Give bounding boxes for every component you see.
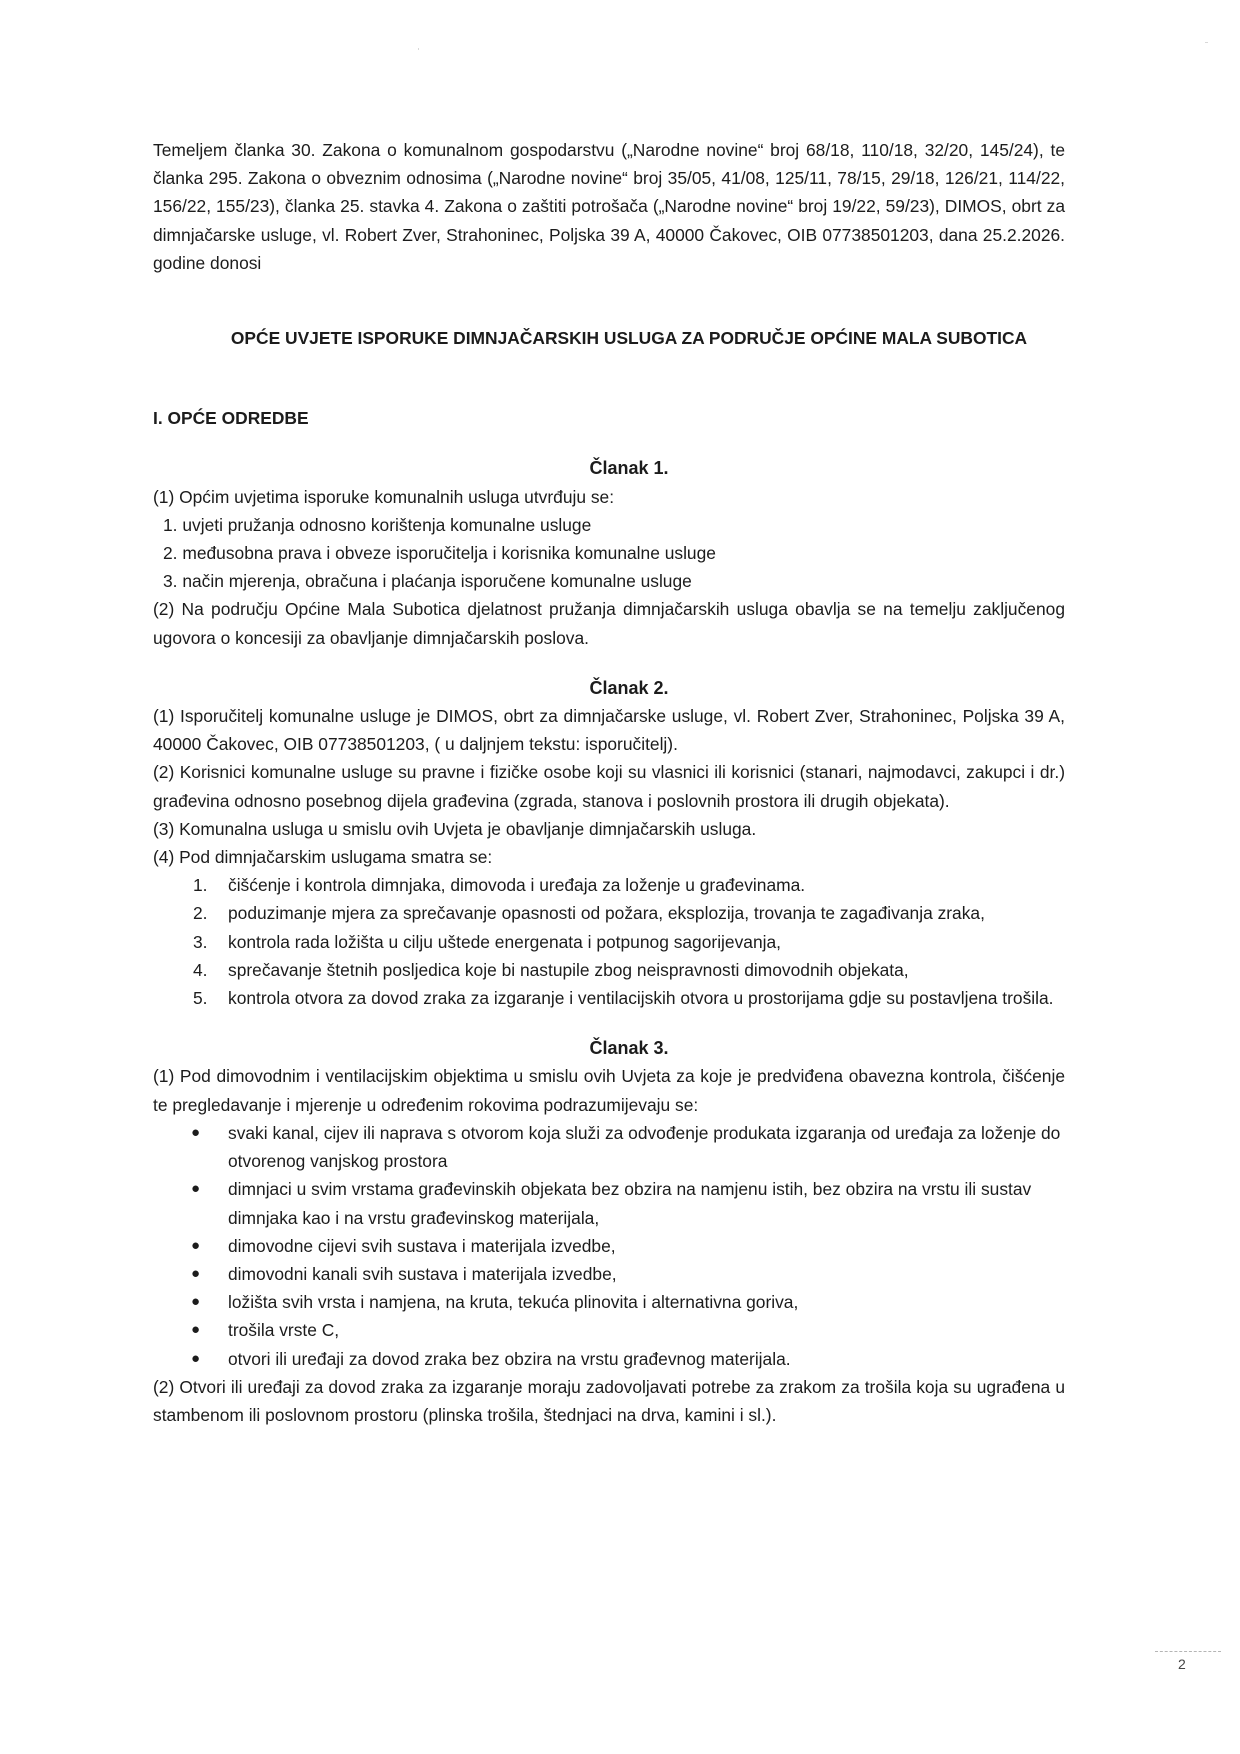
bullet-icon: ● — [191, 1123, 201, 1141]
section-heading: I. OPĆE ODREDBE — [153, 408, 309, 429]
bullet-icon: ● — [191, 1321, 201, 1339]
list-text: otvori ili uređaji za dovod zraka bez obzira na vrstu građevnog materijala. — [228, 1348, 791, 1369]
list-item — [153, 1119, 1065, 1175]
article-3-paragraph-1: (1) Pod dimovodnim i ventilacijskim objektima u smislu ovih Uvjeta za koje je predviđena obavezna kontrola, čišćenje te pregledavanje i mjerenje u određenim rokovima podrazumijevaju se: — [153, 1066, 1065, 1115]
document-body — [153, 136, 1065, 1429]
list-text: kontrola otvora za dovod zraka za izgaranje i ventilacijskih otvora u prostorijama gdje su postavljena trošila. — [228, 988, 1054, 1009]
bullet-icon: ● — [191, 1236, 201, 1254]
list-item: 3. način mjerenja, obračuna i plaćanja isporučene komunalne usluge — [163, 571, 692, 592]
list-item: 2. međusobna prava i obveze isporučitelja i korisnika komunalne usluge — [163, 543, 716, 564]
list-text: dimnjaci u svim vrstama građevinskih objekata bez obzira na namjenu istih, bez obzira na vrstu ili sustav dimnjaka kao i na vrstu građevinskog materijala, — [228, 1179, 1032, 1228]
bullet-icon: ● — [191, 1293, 201, 1311]
article-2-list — [153, 871, 1065, 1012]
article-2-paragraph-2: (2) Korisnici komunalne usluge su pravne i fizičke osobe koji su vlasnici ili korisnici (stanari, najmodavci, zakupci i dr.) građevina odnosno posebnog dijela građevina (zgrada, stanova i poslovnih prostora ili drugih objekata). — [153, 762, 1065, 811]
list-text: dimovodni kanali svih sustava i materijala izvedbe, — [228, 1263, 617, 1284]
list-text: poduzimanje mjera za sprečavanje opasnosti od požara, eksplozija, trovanja te zagađivanja zraka, — [228, 903, 985, 924]
list-number: 1. — [193, 875, 208, 896]
article-2-paragraph-4: (4) Pod dimnjačarskim uslugama smatra se: — [153, 847, 493, 868]
footer-rule — [1155, 1651, 1221, 1652]
list-text: trošila vrste C, — [228, 1320, 340, 1341]
list-item: 1. uvjeti pružanja odnosno korištenja komunalne usluge — [163, 514, 592, 535]
list-item — [153, 1260, 1065, 1288]
article-1-list — [153, 511, 1065, 596]
article-3-paragraph-2: (2) Otvori ili uređaji za dovod zraka za izgaranje moraju zadovoljavati potrebe za zrakom za trošila koja su ugrađena u stambenom ili poslovnom prostoru (plinska trošila, štednjaci na drva, kamini i sl.). — [153, 1376, 1065, 1425]
article-1-paragraph-1: (1) Općim uvjetima isporuke komunalnih usluga utvrđuju se: — [153, 486, 615, 507]
list-item — [153, 956, 1065, 984]
list-item — [153, 1175, 1065, 1231]
list-item — [153, 899, 1065, 927]
list-item — [153, 1232, 1065, 1260]
scan-speck — [1205, 42, 1208, 43]
bullet-icon: ● — [191, 1349, 201, 1367]
list-number: 5. — [193, 988, 208, 1009]
list-item — [153, 1316, 1065, 1344]
preamble-paragraph: Temeljem članka 30. Zakona o komunalnom gospodarstvu („Narodne novine“ broj 68/18, 110/18, 32/20, 145/24), te članka 295. Zakona o obveznim odnosima („Narodne novine“ broj 35/05, 41/08, 125/11, 78/15, 29/18, 126/21, 114/22, 156/22, 155/23), članka 25. stavka 4. Zakona o zaštiti potrošača („Narodne novine“ broj 19/22, 59/23), DIMOS, obrt za dimnjačarske usluge, vl. Robert Zver, Strahoninec, Poljska 39 A, 40000 Čakovec, OIB 07738501203, dana 25.2.2026. godine donosi — [153, 140, 1065, 273]
list-text: čišćenje i kontrola dimnjaka, dimovoda i uređaja za loženje u građevinama. — [228, 875, 806, 896]
list-number: 4. — [193, 959, 208, 980]
list-text: kontrola rada ložišta u cilju uštede energenata i potpunog sagorijevanja, — [228, 931, 782, 952]
document-title: OPĆE UVJETE ISPORUKE DIMNJAČARSKIH USLUGA ZA PODRUČJE OPĆINE MALA SUBOTICA — [230, 328, 1028, 349]
scan-speck — [418, 48, 419, 50]
list-number: 3. — [193, 931, 208, 952]
bullet-icon: ● — [191, 1180, 201, 1198]
list-item — [153, 1288, 1065, 1316]
list-number: 2. — [193, 903, 208, 924]
list-text: dimovodne cijevi svih sustava i materijala izvedbe, — [228, 1235, 616, 1256]
article-1-heading: Članak 1. — [589, 458, 669, 479]
list-text: svaki kanal, cijev ili naprava s otvorom koja služi za odvođenje produkata izgaranja od uređaja za loženje do otvorenog vanjskog prostora — [228, 1122, 1061, 1172]
article-3-bullet-list — [153, 1119, 1065, 1373]
page-number: 2 — [1178, 1656, 1186, 1672]
list-item — [153, 928, 1065, 956]
bullet-icon: ● — [191, 1264, 201, 1282]
article-3-heading: Članak 3. — [589, 1038, 669, 1059]
list-text: sprečavanje štetnih posljedica koje bi nastupile zbog neispravnosti dimovodnih objekata, — [228, 959, 909, 980]
article-2-paragraph-1: (1) Isporučitelj komunalne usluge je DIMOS, obrt za dimnjačarske usluge, vl. Robert Zver, Strahoninec, Poljska 39 A, 40000 Čakovec, OIB 07738501203, ( u daljnjem tekstu: isporučitelj). — [153, 706, 1065, 755]
article-2-paragraph-3: (3) Komunalna usluga u smislu ovih Uvjeta je obavljanje dimnjačarskih usluga. — [153, 818, 757, 839]
article-1-paragraph-2: (2) Na području Općine Mala Subotica djelatnost pružanja dimnjačarskih usluga obavlja se na temelju zaključenog ugovora o koncesiji za obavljanje dimnjačarskih poslova. — [153, 599, 1065, 648]
article-2-heading: Članak 2. — [589, 677, 669, 698]
list-item — [153, 1345, 1065, 1373]
list-item — [153, 984, 1065, 1012]
list-item — [153, 871, 1065, 899]
list-text: ložišta svih vrsta i namjena, na kruta, tekuća plinovita i alternativna goriva, — [228, 1292, 799, 1313]
